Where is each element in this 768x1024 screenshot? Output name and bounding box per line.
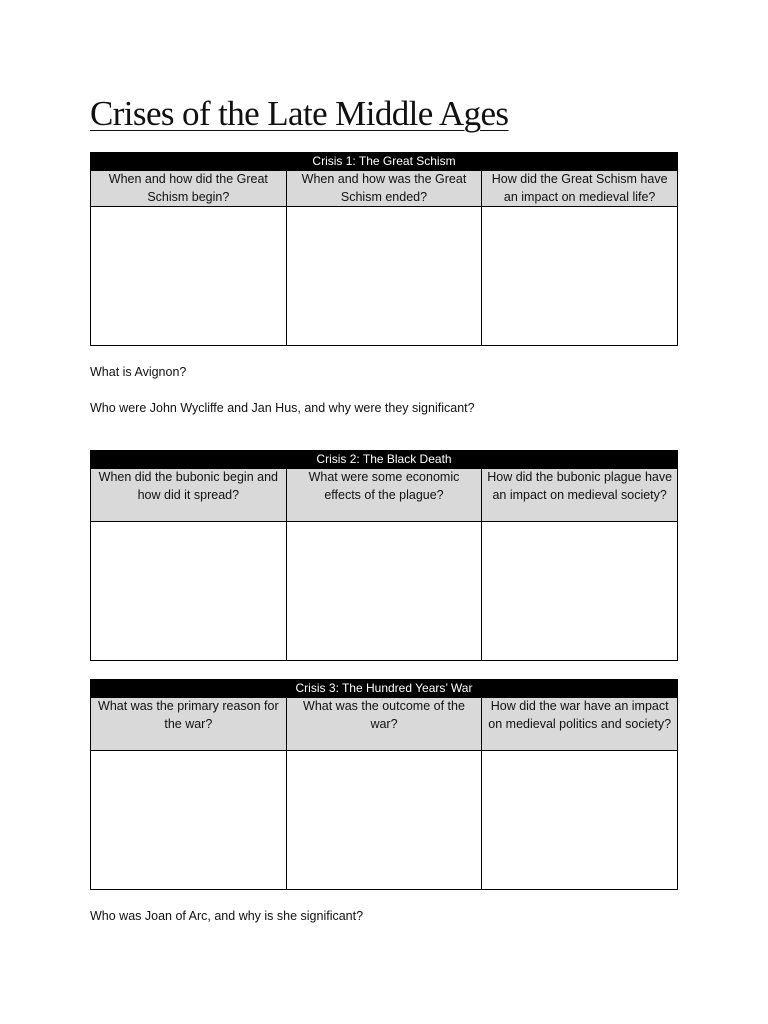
answer-row <box>91 751 678 890</box>
crisis-2-answer-1[interactable] <box>91 522 287 661</box>
crisis-2-question-3: How did the bubonic plague have an impact on medieval society? <box>482 469 678 522</box>
page-title: Crises of the Late Middle Ages <box>90 94 509 133</box>
crisis-2-heading: Crisis 2: The Black Death <box>91 451 678 469</box>
crisis-3-heading: Crisis 3: The Hundred Years’ War <box>91 680 678 698</box>
answer-row <box>91 522 678 661</box>
crisis-1-answer-1[interactable] <box>91 207 287 346</box>
crisis-1-heading: Crisis 1: The Great Schism <box>91 153 678 171</box>
table-heading-row <box>91 153 678 171</box>
crisis-3-table <box>90 679 678 890</box>
question-row <box>91 469 678 522</box>
question-joan-of-arc: Who was Joan of Arc, and why is she significant? <box>90 909 364 923</box>
crisis-2-question-2: What were some economic effects of the plague? <box>286 469 482 522</box>
crisis-3-question-1: What was the primary reason for the war? <box>91 698 287 751</box>
crisis-1-table <box>90 152 678 346</box>
crisis-1-question-1: When and how did the Great Schism begin? <box>91 171 287 207</box>
crisis-3-answer-2[interactable] <box>286 751 482 890</box>
question-row <box>91 171 678 207</box>
crisis-3-answer-1[interactable] <box>91 751 287 890</box>
table-heading-row <box>91 451 678 469</box>
crisis-2-table <box>90 450 678 661</box>
crisis-1-answer-3[interactable] <box>482 207 678 346</box>
question-row <box>91 698 678 751</box>
crisis-1-answer-2[interactable] <box>286 207 482 346</box>
table-heading-row <box>91 680 678 698</box>
crisis-2-question-1: When did the bubonic begin and how did it spread? <box>91 469 287 522</box>
crisis-3-answer-3[interactable] <box>482 751 678 890</box>
crisis-1-question-2: When and how was the Great Schism ended? <box>286 171 482 207</box>
crisis-3-question-2: What was the outcome of the war? <box>286 698 482 751</box>
question-avignon: What is Avignon? <box>90 365 187 379</box>
answer-row <box>91 207 678 346</box>
crisis-2-answer-2[interactable] <box>286 522 482 661</box>
crisis-1-question-3: How did the Great Schism have an impact on medieval life? <box>482 171 678 207</box>
crisis-3-question-3: How did the war have an impact on medieval politics and society? <box>482 698 678 751</box>
question-wycliffe-hus: Who were John Wycliffe and Jan Hus, and why were they significant? <box>90 401 475 415</box>
crisis-2-answer-3[interactable] <box>482 522 678 661</box>
